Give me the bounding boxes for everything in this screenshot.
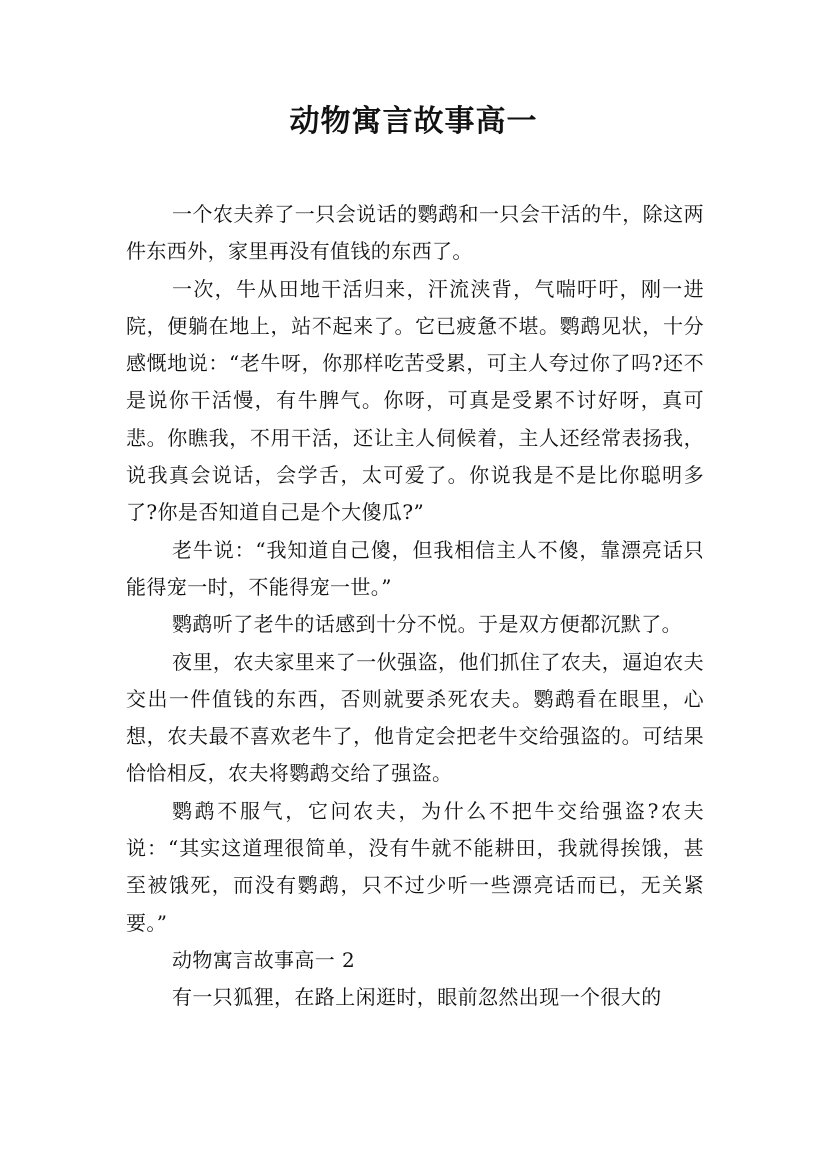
paragraph-7: 有一只狐狸，在路上闲逛时，眼前忽然出现一个很大的 xyxy=(172,985,662,1010)
section-heading-2: 动物寓言故事高一 2 xyxy=(172,947,356,972)
paragraph-6: 鹦鹉不服气，它问农夫，为什么不把牛交给强盗?农夫说：“其实这道理很简单，没有牛就不能耕田，我就得挨饿，甚至被饿死，而没有鹦鹉，只不过少听一些漂亮话而已，无关紧要。” xyxy=(126,798,704,935)
document-body xyxy=(126,196,704,1017)
paragraph-3: 老牛说：“我知道自己傻，但我相信主人不傻，靠漂亮话只能得宠一时，不能得宠一世。” xyxy=(126,537,704,599)
paragraph-2: 一次，牛从田地干活归来，汗流浃背，气喘吁吁，刚一进院，便躺在地上，站不起来了。它已疲惫不堪。鹦鹉见状，十分感慨地说：“老牛呀，你那样吃苦受累，可主人夸过你了吗?还不是说你干活慢，有牛脾气。你呀，可真是受累不讨好呀，真可悲。你瞧我，不用干活，还让主人伺候着，主人还经常表扬我，说我真会说话，会学舌，太可爱了。你说我是不是比你聪明多了?你是否知道自己是个大傻瓜?” xyxy=(126,276,704,525)
paragraph-5: 夜里，农夫家里来了一伙强盗，他们抓住了农夫，逼迫农夫交出一件值钱的东西，否则就要杀死农夫。鹦鹉看在眼里，心想，农夫最不喜欢老牛了，他肯定会把老牛交给强盗的。可结果恰恰相反，农夫将鹦鹉交给了强盗。 xyxy=(126,649,704,786)
paragraph-1: 一个农夫养了一只会说话的鹦鹉和一只会干活的牛，除这两件东西外，家里再没有值钱的东西了。 xyxy=(126,202,704,264)
paragraph-4: 鹦鹉听了老牛的话感到十分不悦。于是双方便都沉默了。 xyxy=(172,612,682,637)
document-title: 动物寓言故事高一 xyxy=(289,104,538,139)
